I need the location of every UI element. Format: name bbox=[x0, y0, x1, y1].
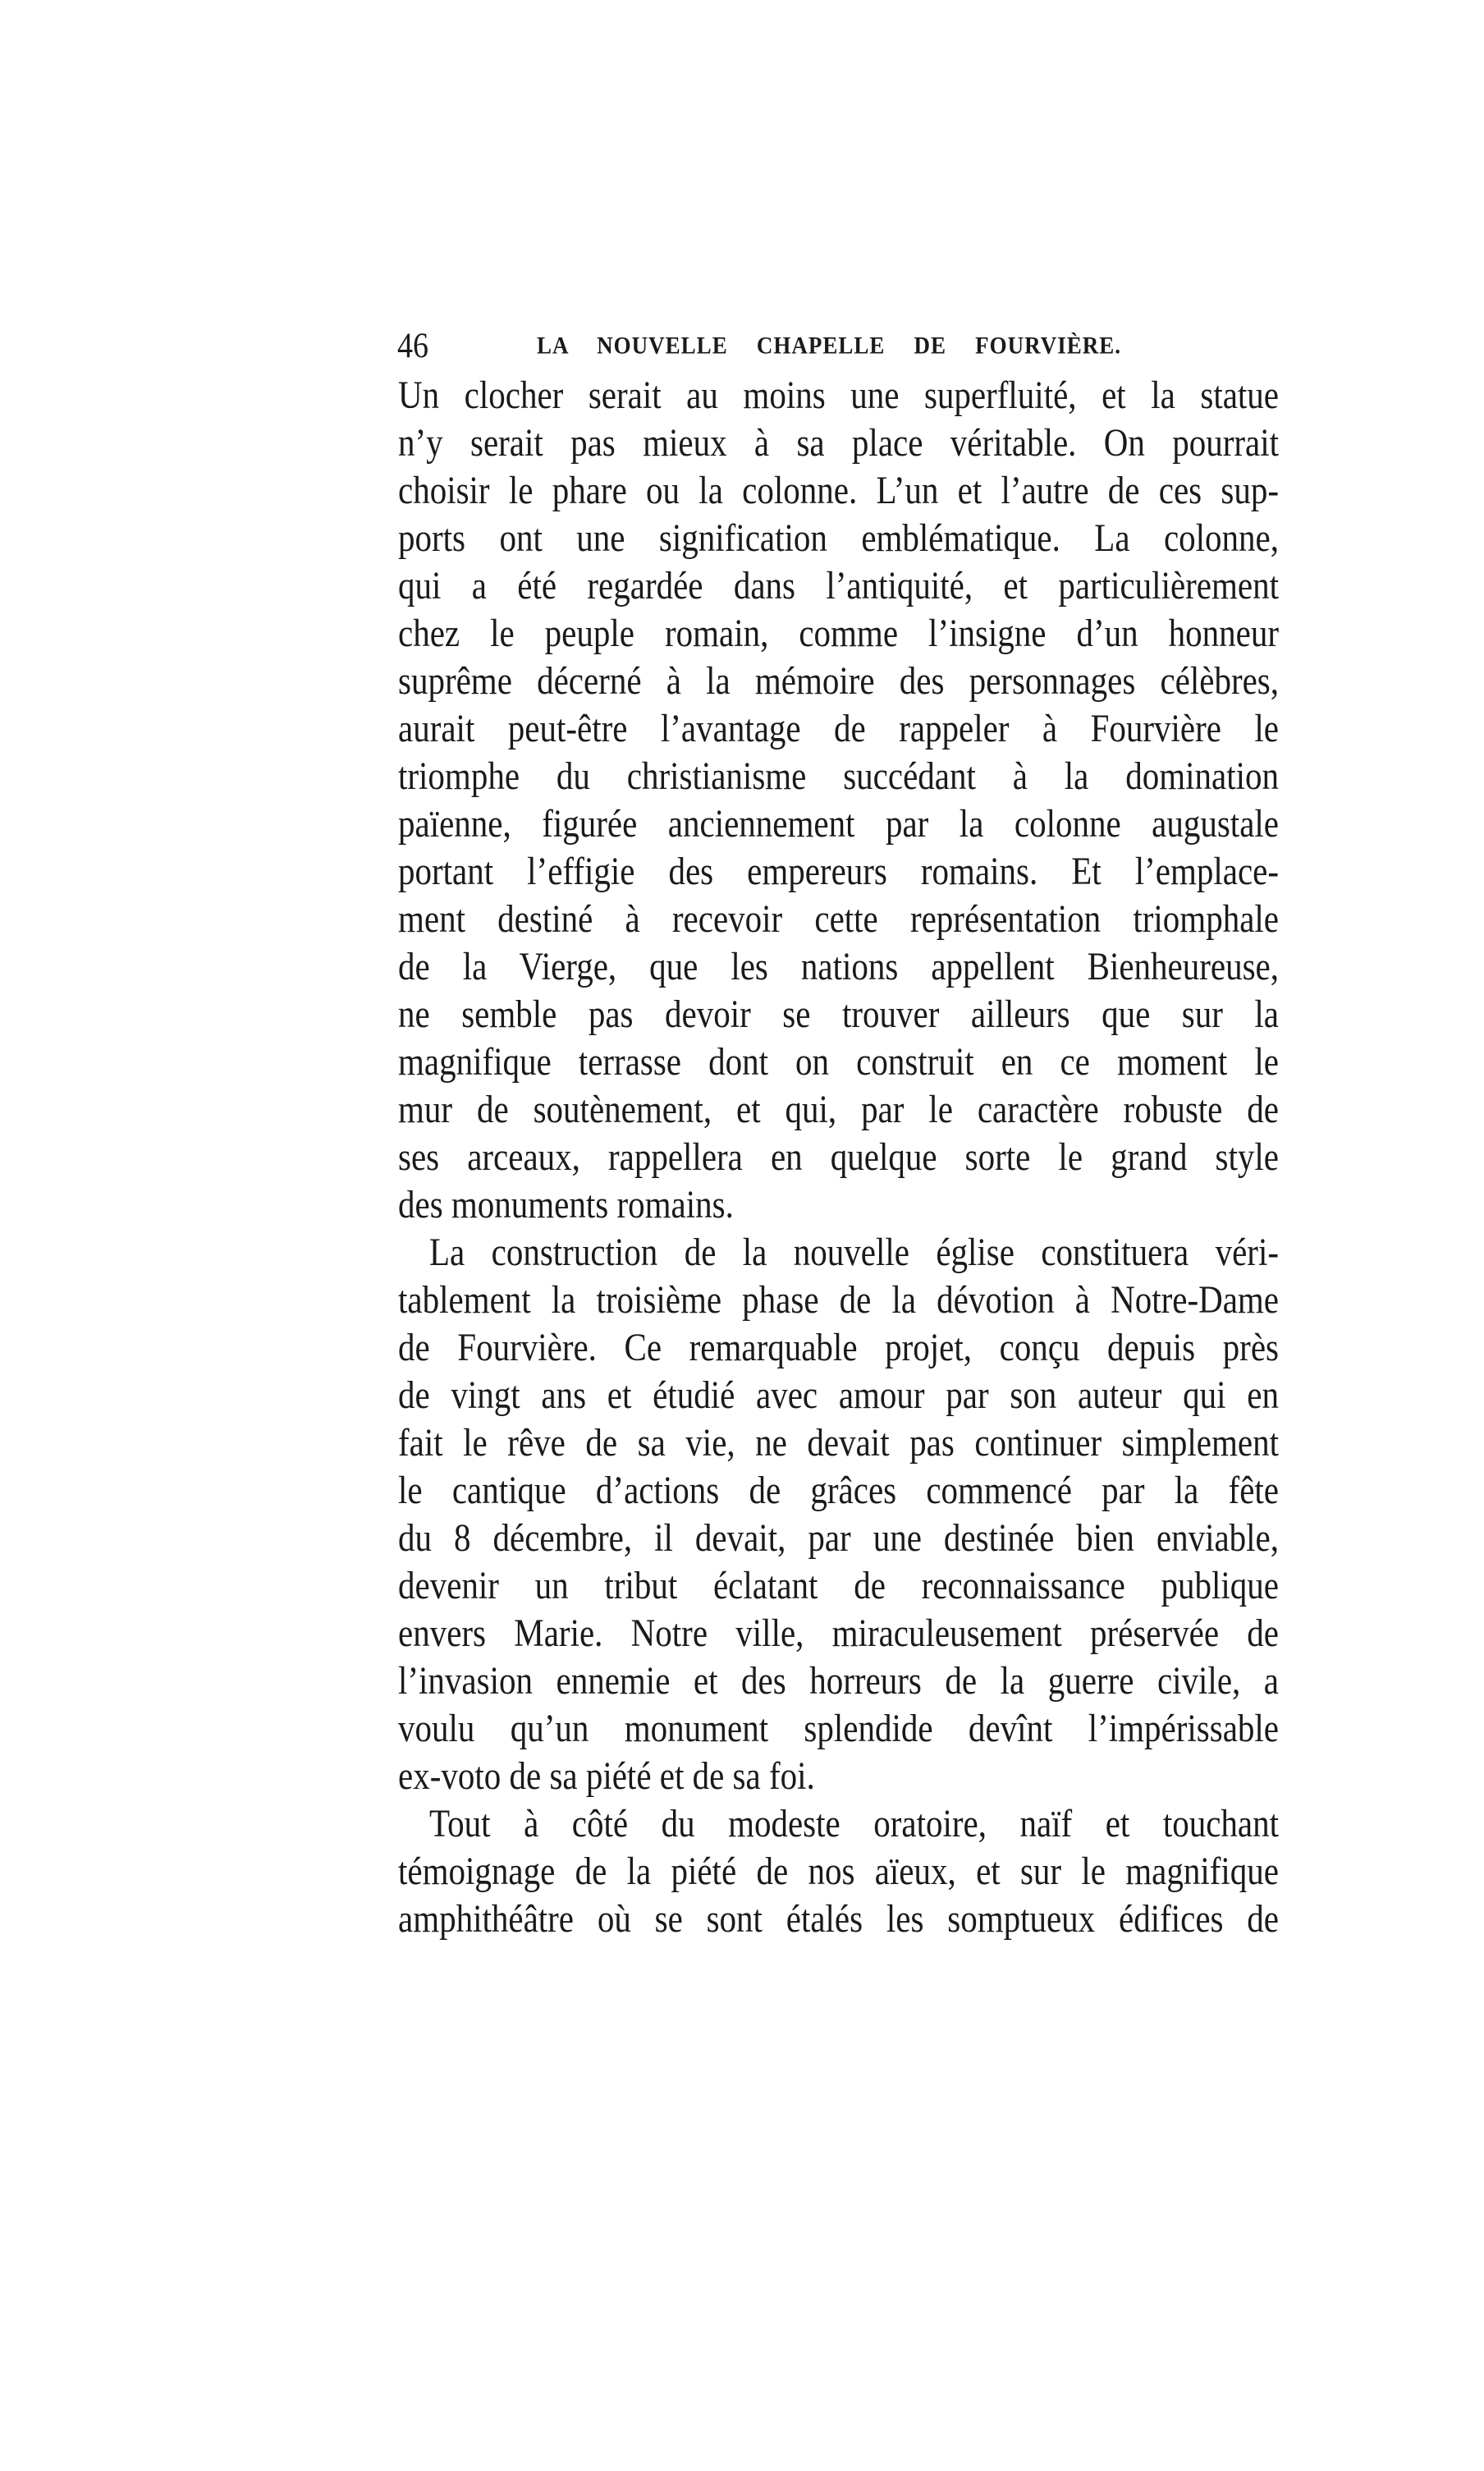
text-line: ses arceaux, rappellera en quelque sorte le grand style bbox=[398, 1135, 1279, 1179]
text-line: ment destiné à recevoir cette représentation triomphale bbox=[398, 896, 1279, 941]
text-line: portant l’effigie des empereurs romains. Et l’emplace- bbox=[398, 849, 1279, 893]
text-line: ex-voto de sa piété et de sa foi. bbox=[398, 1754, 815, 1798]
text-line: fait le rêve de sa vie, ne devait pas continuer simplement bbox=[398, 1420, 1279, 1465]
text-line: n’y serait pas mieux à sa place véritable. On pourrait bbox=[398, 420, 1279, 465]
running-head: LA NOUVELLE CHAPELLE DE FOURVIÈRE. bbox=[537, 332, 1121, 359]
text-line: ports ont une signification emblématique. La colonne, bbox=[398, 516, 1279, 560]
text-line: aurait peut-être l’avantage de rappeler à Fourvière le bbox=[398, 706, 1279, 750]
text-line: tablement la troisième phase de la dévotion à Notre-Dame bbox=[398, 1277, 1279, 1322]
text-line: de vingt ans et étudié avec amour par son auteur qui en bbox=[398, 1373, 1279, 1417]
text-line: Tout à côté du modeste oratoire, naïf et touchant bbox=[429, 1801, 1279, 1845]
text-line: du 8 décembre, il devait, par une destinée bien enviable, bbox=[398, 1515, 1279, 1560]
text-line: envers Marie. Notre ville, miraculeusement préservée de bbox=[398, 1611, 1279, 1655]
text-line: amphithéâtre où se sont étalés les somptueux édifices de bbox=[398, 1896, 1279, 1941]
text-line: de la Vierge, que les nations appellent Bienheureuse, bbox=[398, 944, 1279, 988]
text-line: païenne, figurée anciennement par la colonne augustale bbox=[398, 801, 1279, 846]
text-line: chez le peuple romain, comme l’insigne d’un honneur bbox=[398, 611, 1279, 655]
text-line: suprême décerné à la mémoire des personnages célèbres, bbox=[398, 658, 1279, 703]
text-line: qui a été regardée dans l’antiquité, et particulièrement bbox=[398, 563, 1279, 607]
text-line: voulu qu’un monument splendide devînt l’impérissable bbox=[398, 1706, 1279, 1750]
text-line: témoignage de la piété de nos aïeux, et sur le magnifique bbox=[398, 1849, 1279, 1893]
text-line: La construction de la nouvelle église constituera véri- bbox=[429, 1230, 1279, 1274]
text-line: ne semble pas devoir se trouver ailleurs que sur la bbox=[398, 992, 1279, 1036]
text-line: des monuments romains. bbox=[398, 1182, 734, 1226]
page-number: 46 bbox=[397, 326, 428, 366]
text-line: de Fourvière. Ce remarquable projet, conçu depuis près bbox=[398, 1325, 1279, 1369]
text-line: choisir le phare ou la colonne. L’un et l’autre de ces sup- bbox=[398, 468, 1279, 512]
text-line: mur de soutènement, et qui, par le caractère robuste de bbox=[398, 1087, 1279, 1131]
text-line: triomphe du christianisme succédant à la domination bbox=[398, 754, 1279, 798]
text-line: l’invasion ennemie et des horreurs de la guerre civile, a bbox=[398, 1658, 1279, 1703]
text-line: le cantique d’actions de grâces commencé par la fête bbox=[398, 1468, 1279, 1512]
text-line: devenir un tribut éclatant de reconnaissance publique bbox=[398, 1563, 1279, 1607]
text-line: Un clocher serait au moins une superfluité, et la statue bbox=[398, 373, 1279, 417]
text-line: magnifique terrasse dont on construit en ce moment le bbox=[398, 1039, 1279, 1084]
body-text bbox=[398, 371, 1279, 1942]
